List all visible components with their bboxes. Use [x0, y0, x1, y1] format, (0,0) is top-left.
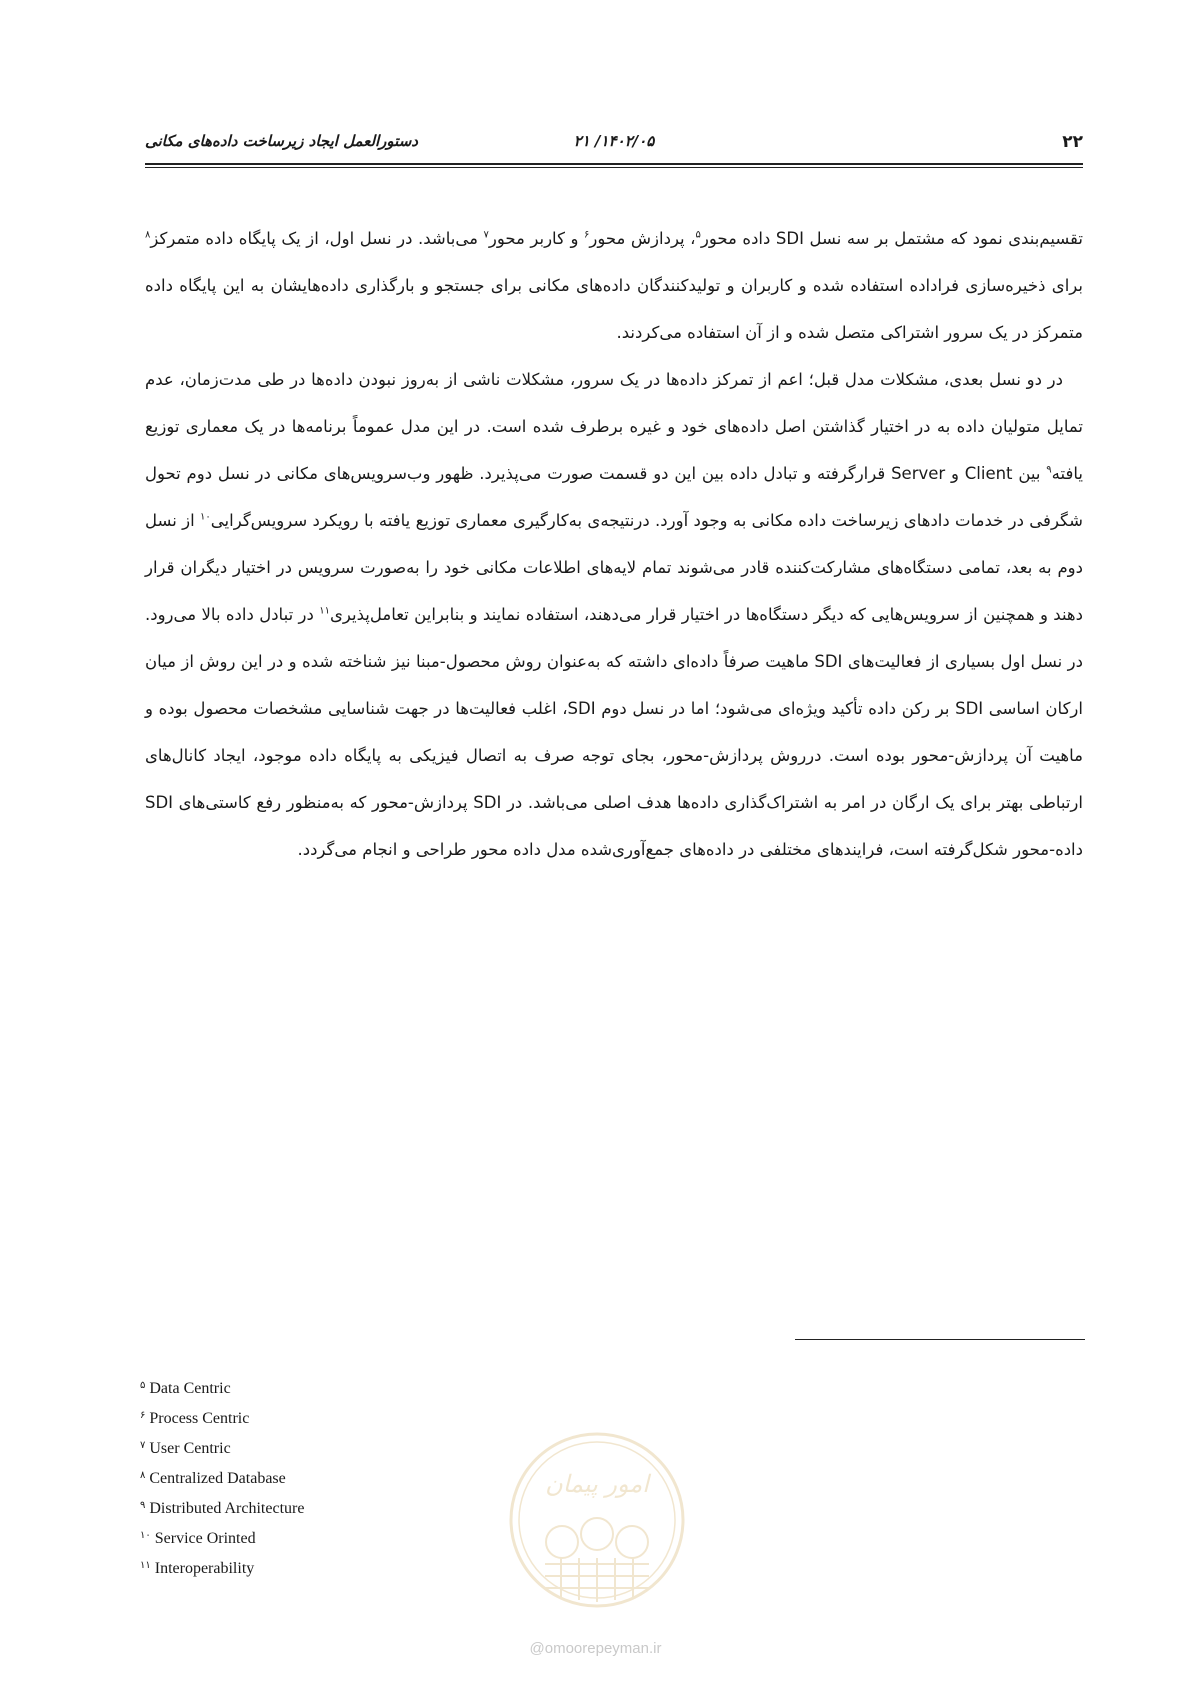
footnote-number: ۷ [140, 1440, 146, 1451]
text-run: می‌باشد. در نسل اول، از یک پایگاه داده متمرکز [150, 229, 484, 248]
text-run: در تبادل داده بالا می‌رود. در نسل اول بسیاری از فعالیت‌های SDI ماهیت صرفاً داده‌ای داشته که به‌عنوان روش محصول-مبنا نیز شناخته شده و در این روش از میان ارکان اساسی SDI بر رکن داده تأکید ویژه‌ای می‌شود؛ اما در نسل دوم SDI، اغلب فعالیت‌ها در جهت شناسایی مشخصات محصول بوده و ماهیت آن پردازش-محور بوده است. درروش پردازش-محور، بجای توجه صرف به اتصال فیزیکی به پایگاه داده موجود، ایجاد کانال‌های ارتباطی بهتر برای یک ارگان در امر به اشتراک‌گذاری داده‌ها هدف اصلی می‌باشد. در SDI پردازش-محور که به‌منظور رفع کاستی‌های SDI داده-محور شکل‌گرفته است، فرایندهای مختلفی در داده‌های جمع‌آوری‌شده مدل داده محور طراحی و انجام می‌گردد. [145, 605, 1083, 859]
footnote-ref: ۹ [1046, 464, 1052, 476]
footnotes [140, 1372, 304, 1582]
header-rule [145, 163, 1083, 165]
footnote-number: ۵ [140, 1380, 146, 1391]
text-run: بین Client و Server قرارگرفته و تبادل داده بین این دو قسمت صورت می‌پذیرد. ظهور وب‌سرویس‌های مکانی در نسل دوم تحول شگرفی در خدمات دادهای زیرساخت داده مکانی به وجود آورد. درنتیجه‌ی به‌کارگیری معماری توزیع یافته با رویکرد سرویس‌گرایی [145, 464, 1083, 530]
footnote-item [140, 1372, 304, 1402]
footnote-text: User Centric [149, 1440, 231, 1457]
body-text [145, 215, 1083, 873]
footnote-item [140, 1522, 304, 1552]
footnote-item [140, 1402, 304, 1432]
footnote-item [140, 1462, 304, 1492]
footnote-text: Data Centric [149, 1380, 231, 1397]
page-number: ۲۲ [1062, 132, 1083, 152]
footnote-ref: ۵ [695, 229, 701, 241]
footnote-text: Interoperability [154, 1560, 255, 1577]
footnote-text: Process Centric [149, 1410, 250, 1427]
footnote-item [140, 1492, 304, 1522]
footnote-text: Service Orinted [154, 1530, 256, 1547]
footnote-number: ۶ [140, 1410, 146, 1421]
footnote-item [140, 1552, 304, 1582]
text-run: ، پردازش محور [589, 229, 696, 248]
footnote-text: Centralized Database [149, 1470, 286, 1487]
footnote-text: Distributed Architecture [149, 1500, 305, 1517]
watermark-url: @omoorepeyman.ir [529, 1640, 662, 1657]
header-date: ۱۴۰۲/۰۵/ ۲۱ [573, 132, 655, 150]
footnote-number: ۸ [140, 1470, 146, 1481]
footnote-ref: ۶ [584, 229, 590, 241]
document-title: دستورالعمل ایجاد زیرساخت داده‌های مکانی [145, 132, 418, 150]
footnote-ref: ۸ [145, 229, 151, 241]
footnote-number: ۱۰ [140, 1530, 151, 1541]
header-rule-thin [145, 167, 1083, 168]
paragraph-2 [145, 356, 1083, 873]
text-run: و کاربر محور [488, 229, 584, 248]
footnote-ref: ۱۰ [200, 511, 211, 523]
text-run: تقسیم‌بندی نمود که مشتمل بر سه نسل SDI داده محور [700, 229, 1083, 248]
footnote-number: ۹ [140, 1500, 146, 1511]
footnote-number: ۱۱ [140, 1560, 151, 1571]
page-header [145, 128, 1083, 158]
text-run: از نسل دوم به بعد، تمامی دستگاه‌های مشارکت‌کننده قادر می‌شوند تمام لایه‌های اطلاعات مکانی خود را به‌صورت سرویس در اختیار دیگران قرار دهند و همچنین از سرویس‌هایی که دیگر دستگاه‌ها در اختیار قرار می‌دهند، استفاده نمایند و بنابراین تعامل‌پذیری [145, 511, 1083, 624]
text-run: در دو نسل بعدی، مشکلات مدل قبل؛ اعم از تمرکز داده‌ها در یک سرور، مشکلات ناشی از به‌روز نبودن داده‌ها در طی مدت‌زمان، عدم تمایل متولیان داده به در اختیار گذاشتن اصل داده‌های خود و غیره برطرف شده است. در این مدل عموماً برنامه‌ها در یک معماری توزیع یافته [145, 370, 1083, 483]
footnote-separator [795, 1339, 1085, 1340]
paragraph-1 [145, 215, 1083, 356]
seal-logo-icon [507, 1430, 687, 1610]
footnote-ref: ۷ [483, 229, 489, 241]
text-run: برای ذخیره‌سازی فراداده استفاده شده و کاربران و تولیدکنندگان داده‌های مکانی برای جستجو و بارگذاری داده‌هایشان به این پایگاه داده متمرکز در یک سرور اشتراکی متصل شده و از آن استفاده می‌کردند. [145, 276, 1083, 342]
footnote-ref: ۱۱ [319, 605, 330, 617]
watermark-logo-text: امور پیمان [545, 1470, 649, 1498]
footnote-item [140, 1432, 304, 1462]
